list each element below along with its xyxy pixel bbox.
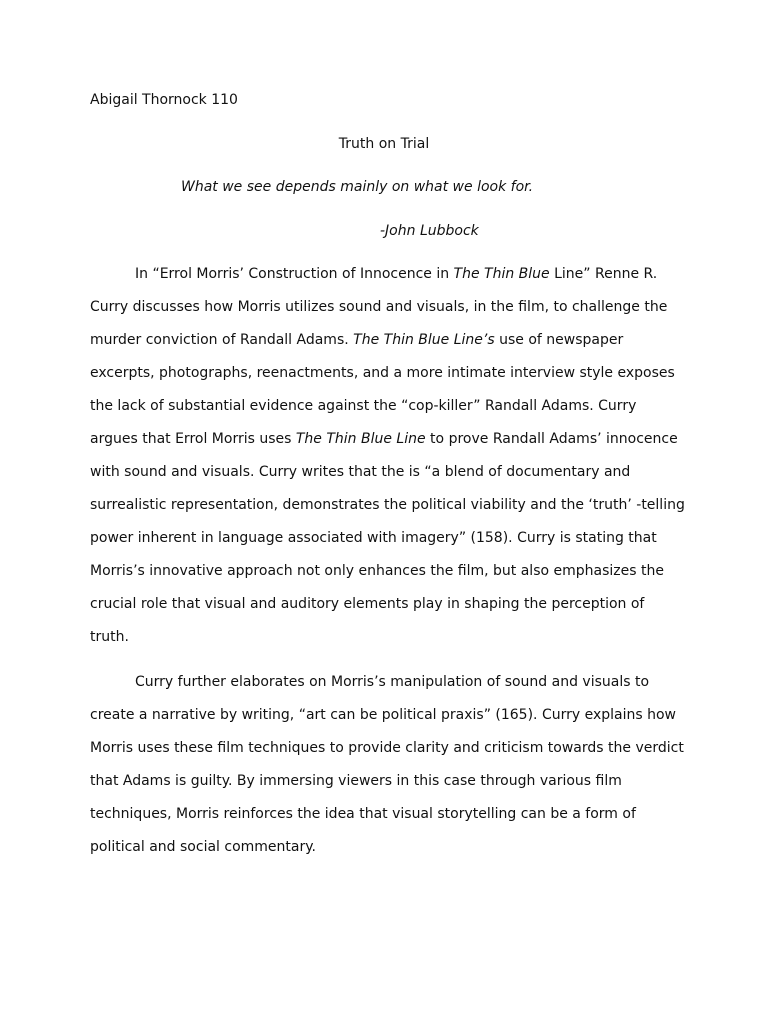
paragraph-line: excerpts, photographs, reenactments, and a more intimate interview style exposes xyxy=(90,365,675,381)
text-run: In “Errol Morris’ Construction of Innocence in xyxy=(135,266,454,282)
paragraph-line: power inherent in language associated with imagery” (158). Curry is stating that xyxy=(90,530,657,546)
text-run: use of newspaper xyxy=(494,332,624,348)
paragraph-line: the lack of substantial evidence against the “cop-killer” Randall Adams. Curry xyxy=(90,398,637,414)
paragraph-line: with sound and visuals. Curry writes that the is “a blend of documentary and xyxy=(90,464,631,480)
paragraph-line xyxy=(90,258,690,291)
paragraph-line: crucial role that visual and auditory elements play in shaping the perception of xyxy=(90,596,645,612)
paragraph-line: Morris uses these film techniques to provide clarity and criticism towards the verdict xyxy=(90,740,684,756)
italic-film-title: The Thin Blue Line’s xyxy=(353,332,495,348)
epigraph-attribution: -John Lubbock xyxy=(380,223,479,239)
paragraph-line: Curry further elaborates on Morris’s manipulation of sound and visuals to xyxy=(135,674,650,690)
text-run: argues that Errol Morris uses xyxy=(90,431,296,447)
paragraph-line xyxy=(90,423,690,456)
italic-film-title: The Thin Blue Line xyxy=(295,431,426,447)
essay-title: Truth on Trial xyxy=(338,136,430,152)
paragraph-line: create a narrative by writing, “art can be political praxis” (165). Curry explains how xyxy=(90,707,676,723)
paragraph-line xyxy=(90,324,690,357)
epigraph-quote: What we see depends mainly on what we look for. xyxy=(181,179,534,195)
paragraph-line: surrealistic representation, demonstrates the political viability and the ‘truth’ -telling xyxy=(90,497,685,513)
paragraph-line: Morris’s innovative approach not only enhances the film, but also emphasizes the xyxy=(90,563,664,579)
paragraph-line: techniques, Morris reinforces the idea that visual storytelling can be a form of xyxy=(90,806,636,822)
body-paragraph-2 xyxy=(90,666,690,864)
paragraph-line: political and social commentary. xyxy=(90,839,316,855)
italic-film-title: The Thin Blue xyxy=(453,266,550,282)
text-run: murder conviction of Randall Adams. xyxy=(90,332,354,348)
text-run: Line” Renne R. xyxy=(549,266,658,282)
body-paragraph-1 xyxy=(90,258,690,654)
paragraph-line: that Adams is guilty. By immersing viewers in this case through various film xyxy=(90,773,622,789)
text-run: to prove Randall Adams’ innocence xyxy=(425,431,678,447)
author-line: Abigail Thornock 110 xyxy=(90,92,238,108)
paragraph-line: Curry discusses how Morris utilizes sound and visuals, in the film, to challenge the xyxy=(90,299,668,315)
paragraph-line: truth. xyxy=(90,629,129,645)
